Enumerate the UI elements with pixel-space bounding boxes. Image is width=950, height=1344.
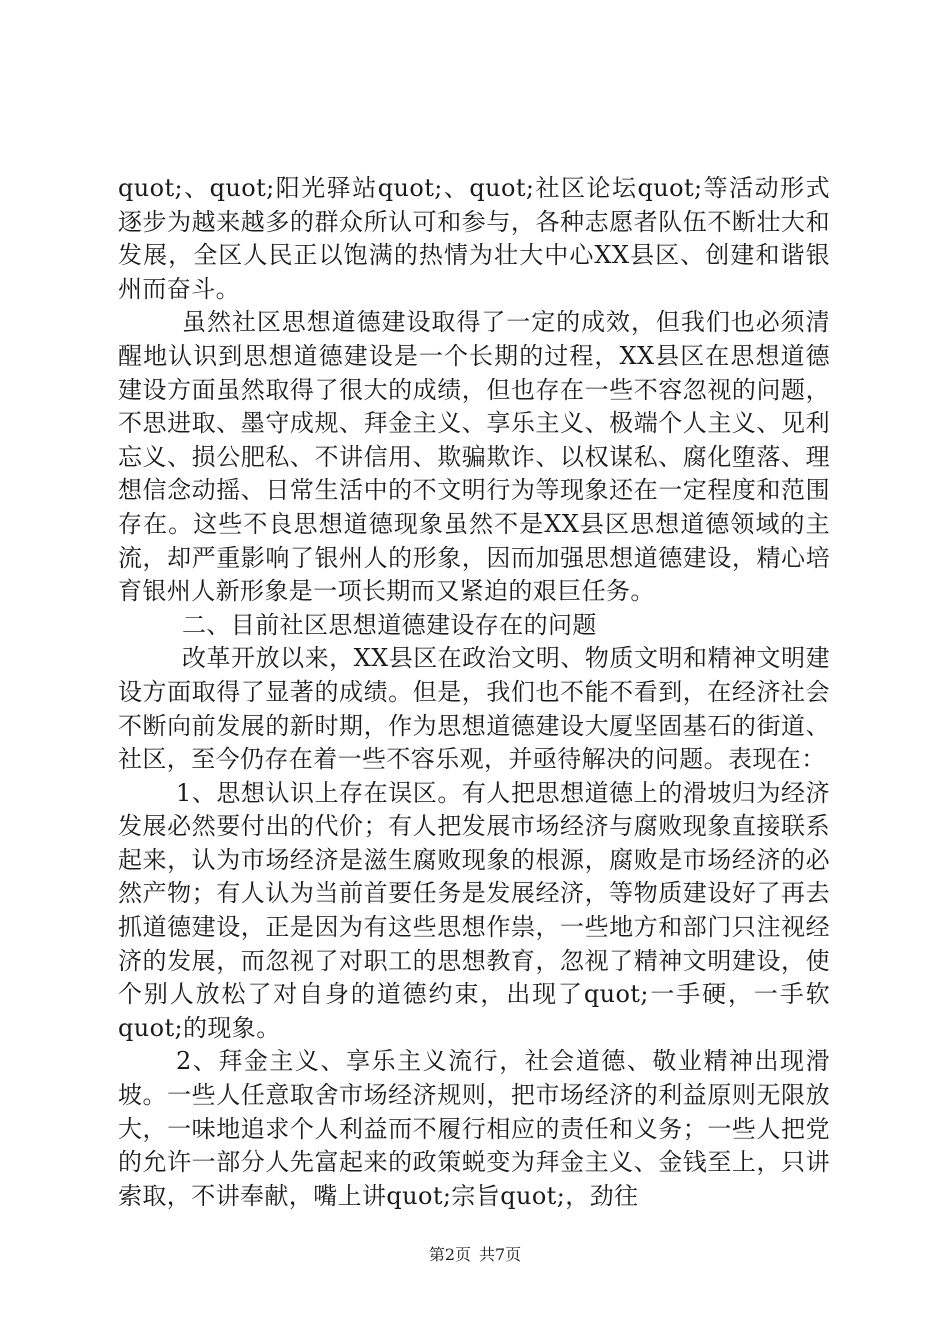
paragraph-achievements-and-problems: 虽然社区思想道德建设取得了一定的成效，但我们也必须清醒地认识到思想道德建设是一个长期的过程，XX县区在思想道德建设方面虽然取得了很大的成绩，但也存在一些不容忽视的问题，不思进取、墨守成规、拜金主义、享乐主义、极端个人主义、见利忘义、损公肥私、不讲信用、欺骗欺诈、以权谋私、腐化堕落、理想信念动摇、日常生活中的不文明行为等现象还在一定程度和范围存在。这些不良思想道德现象虽然不是XX县区思想道德领域的主流，却严重影响了银州人的形象，因而加强思想道德建设，精心培育银州人新形象是一项长期而又紧迫的艰巨任务。: [118, 308, 830, 606]
section-heading-problems: 二、目前社区思想道德建设存在的问题: [182, 610, 597, 639]
page-number-total: 共7页: [479, 1245, 522, 1264]
page-footer: [0, 1245, 950, 1265]
page-number-current: 第2页: [428, 1245, 471, 1264]
paragraph-reform-intro: 改革开放以来，XX县区在政治文明、物质文明和精神文明建设方面取得了显著的成绩。但是，我们也不能不看到，在经济社会不断向前发展的新时期，作为思想道德建设大厦坚固基石的街道、社区，至今仍存在着一些不容乐观，并亟待解决的问题。表现在：: [118, 644, 830, 774]
list-item-2-materialism: 2、拜金主义、享乐主义流行，社会道德、敬业精神出现滑坡。一些人任意取舍市场经济规则，把市场经济的利益原则无限放大，一味地追求个人利益而不履行相应的责任和义务；一些人把党的允许一部分人先富起来的政策蜕变为拜金主义、金钱至上，只讲索取，不讲奉献，嘴上讲quot;宗旨quot;，劲往: [118, 1047, 830, 1210]
paragraph-continuation: quot;、quot;阳光驿站quot;、quot;社区论坛quot;等活动形式逐步为越来越多的群众所认可和参与，各种志愿者队伍不断壮大和发展，全区人民正以饱满的热情为壮大中心XX县区、创建和谐银州而奋斗。: [118, 174, 830, 303]
list-item-1-misconceptions: 1、思想认识上存在误区。有人把思想道德上的滑坡归为经济发展必然要付出的代价；有人把发展市场经济与腐败现象直接联系起来，认为市场经济是滋生腐败现象的根源，腐败是市场经济的必然产物；有人认为当前首要任务是发展经济，等物质建设好了再去抓道德建设，正是因为有这些思想作祟，一些地方和部门只注视经济的发展，而忽视了对职工的思想教育，忽视了精神文明建设，使个别人放松了对自身的道德约束，出现了quot;一手硬，一手软quot;的现象。: [118, 778, 830, 1042]
document-body: [118, 172, 830, 1213]
